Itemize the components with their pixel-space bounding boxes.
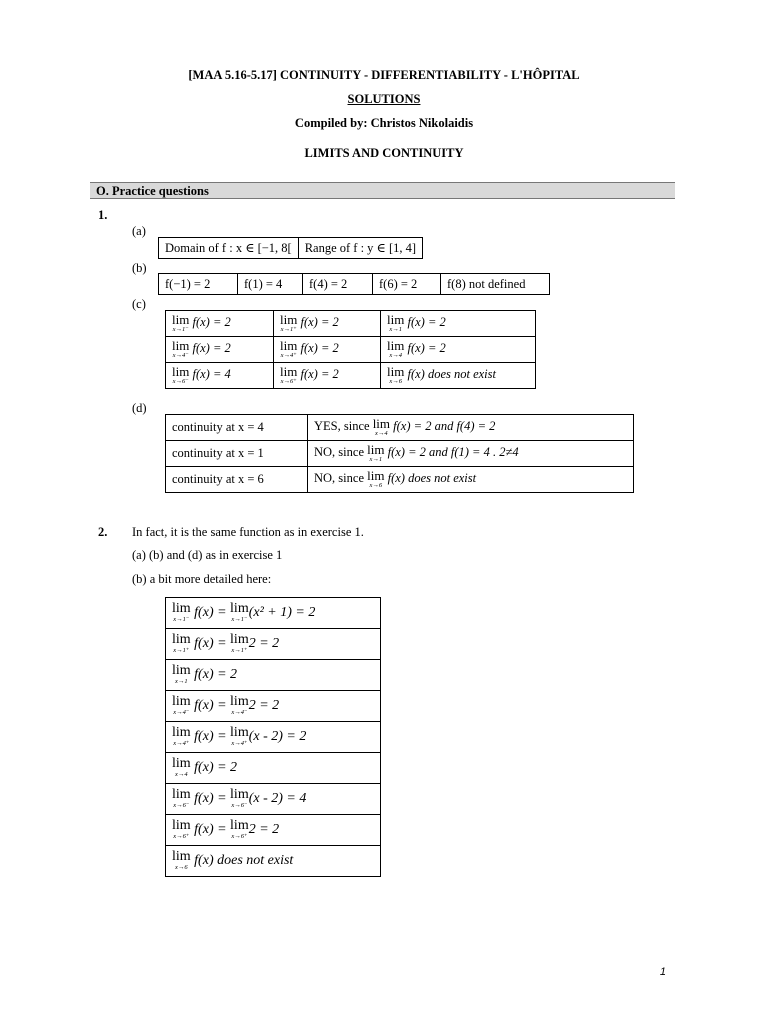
limit-cell: lim x→1 f(x) = 2	[381, 311, 536, 337]
detail-cell: lim x→4 f(x) = 2	[166, 753, 381, 784]
detail-row	[166, 629, 381, 660]
limit-cell: lim x→4⁻ f(x) = 2	[166, 337, 274, 363]
continuity-table	[165, 414, 634, 493]
document-subtitle: SOLUTIONS	[347, 92, 421, 106]
continuity-reason: NO, since lim x→6 f(x) does not exist	[308, 467, 634, 493]
detail-row	[166, 753, 381, 784]
section-heading: LIMITS AND CONTINUITY	[304, 146, 464, 160]
continuity-reason: YES, since lim x→4 f(x) = 2 and f(4) = 2	[308, 415, 634, 441]
limit-cell: lim x→4 f(x) = 2	[381, 337, 536, 363]
detail-cell: lim x→1⁺ f(x) = lim x→1⁺ 2 = 2	[166, 629, 381, 660]
part-d-label: (d)	[132, 401, 147, 415]
limits-table	[165, 310, 536, 389]
detail-row	[166, 660, 381, 691]
detail-row	[166, 784, 381, 815]
part-a-label: (a)	[132, 224, 146, 238]
question-1-number: 1.	[98, 208, 108, 222]
detail-cell: lim x→4⁻ f(x) = lim x→4⁻ 2 = 2	[166, 691, 381, 722]
detailed-limits-table	[165, 597, 381, 877]
function-values-table	[158, 273, 550, 295]
limit-cell: lim x→4⁺ f(x) = 2	[274, 337, 381, 363]
domain-cell: Domain of f : x ∈ [−1, 8[	[159, 238, 299, 259]
part-b-label: (b)	[132, 261, 147, 275]
detail-cell: lim x→6⁺ f(x) = lim x→6⁺ 2 = 2	[166, 815, 381, 846]
detail-row	[166, 691, 381, 722]
continuity-label: continuity at x = 6	[166, 467, 308, 493]
page-number: 1	[659, 966, 666, 978]
value-cell: f(−1) = 2	[159, 274, 238, 295]
detail-cell: lim x→6 f(x) does not exist	[166, 846, 381, 877]
limit-cell: lim x→6 f(x) does not exist	[381, 363, 536, 389]
question-2-number: 2.	[98, 525, 108, 539]
detail-row	[166, 598, 381, 629]
domain-range-table	[158, 237, 423, 259]
detail-row	[166, 846, 381, 877]
detail-cell: lim x→6⁻ f(x) = lim x→6⁻ (x - 2) = 4	[166, 784, 381, 815]
continuity-label: continuity at x = 1	[166, 441, 308, 467]
limit-cell: lim x→6⁻ f(x) = 4	[166, 363, 274, 389]
limit-cell: lim x→1⁺ f(x) = 2	[274, 311, 381, 337]
author-line: Compiled by: Christos Nikolaidis	[294, 116, 474, 130]
detail-cell: lim x→1 f(x) = 2	[166, 660, 381, 691]
limit-cell: lim x→6⁺ f(x) = 2	[274, 363, 381, 389]
part-c-label: (c)	[132, 297, 146, 311]
document-title: [MAA 5.16-5.17] CONTINUITY - DIFFERENTIABILITY - L'HÔPITAL	[188, 68, 580, 82]
detail-cell: lim x→1⁻ f(x) = lim x→1⁻ (x² + 1) = 2	[166, 598, 381, 629]
detail-row	[166, 722, 381, 753]
limit-cell: lim x→1⁻ f(x) = 2	[166, 311, 274, 337]
value-cell: f(6) = 2	[373, 274, 441, 295]
range-cell: Range of f : y ∈ [1, 4]	[298, 238, 422, 259]
question-2-text: In fact, it is the same function as in exercise 1.	[132, 525, 364, 539]
value-cell: f(4) = 2	[303, 274, 373, 295]
practice-questions-bar: O. Practice questions	[90, 182, 675, 199]
continuity-reason: NO, since lim x→1 f(x) = 2 and f(1) = 4 . 2≠4	[308, 441, 634, 467]
question-2-part-b: (b) a bit more detailed here:	[132, 572, 272, 586]
continuity-label: continuity at x = 4	[166, 415, 308, 441]
value-cell: f(1) = 4	[238, 274, 303, 295]
question-2-part-a: (a) (b) and (d) as in exercise 1	[132, 548, 283, 562]
detail-row	[166, 815, 381, 846]
value-cell: f(8) not defined	[441, 274, 550, 295]
detail-cell: lim x→4⁺ f(x) = lim x→4⁺ (x - 2) = 2	[166, 722, 381, 753]
